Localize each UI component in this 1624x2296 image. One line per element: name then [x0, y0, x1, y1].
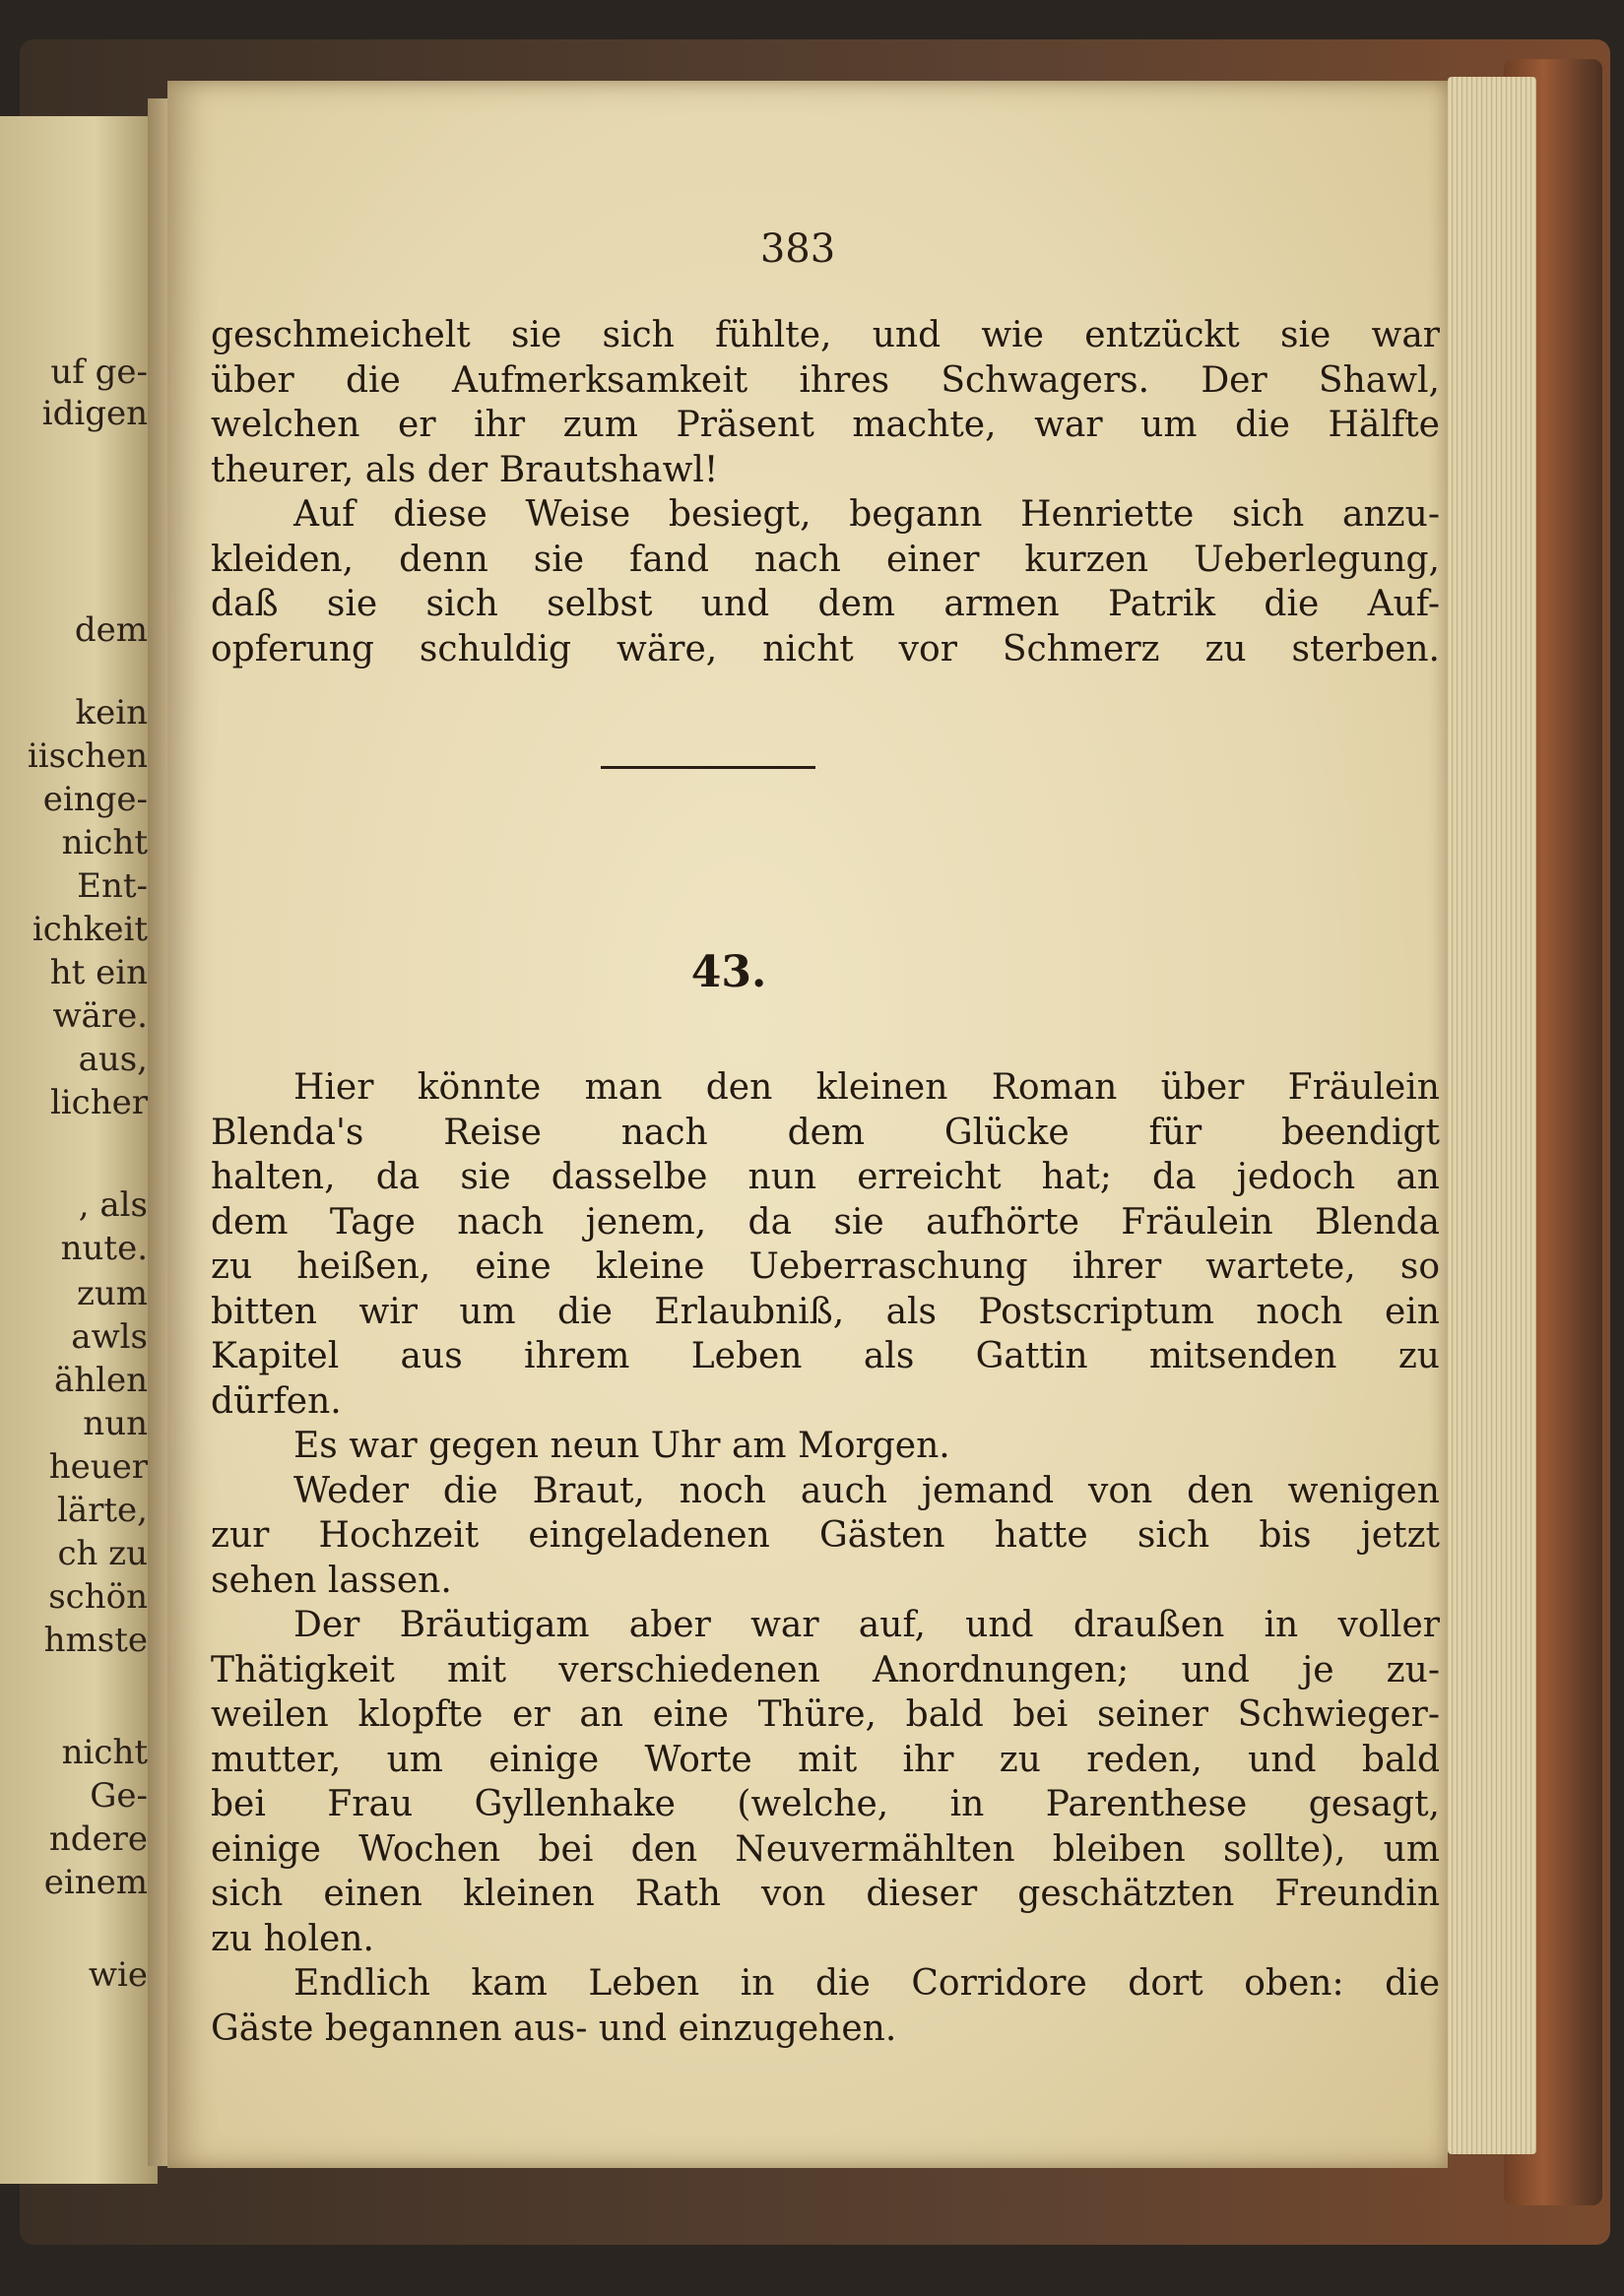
left-page-fragment: heuer: [48, 1447, 148, 1487]
left-page-fragment: wie: [88, 1955, 148, 1995]
left-page-fragment: einge-: [42, 780, 148, 819]
text-line: zu heißen, eine kleine Ueberraschung ihrer wartete, so: [211, 1246, 1440, 1287]
left-page-fragment: Ge-: [90, 1776, 148, 1816]
text-block-chapter: [211, 1065, 1440, 2051]
text-line: zur Hochzeit eingeladenen Gästen hatte sich bis jetzt: [211, 1515, 1440, 1556]
left-page-fragment: nun: [83, 1404, 148, 1443]
left-page-fragment: lärte,: [57, 1491, 148, 1530]
left-page-fragment: kein: [75, 693, 148, 733]
left-page-fragment: hmste: [43, 1621, 148, 1660]
text-line: Hier könnte man den kleinen Roman über Fräulein: [293, 1067, 1440, 1108]
text-line: dem Tage nach jenem, da sie aufhörte Fräulein Blenda: [211, 1201, 1440, 1243]
text-line: dürfen.: [211, 1380, 342, 1422]
text-line: Blenda's Reise nach dem Glücke für beendigt: [211, 1112, 1440, 1153]
text-line: halten, da sie dasselbe nun erreicht hat; da jedoch an: [211, 1157, 1440, 1197]
left-page-fragment: wäre.: [52, 996, 148, 1036]
left-page-fragment: nicht: [61, 1733, 148, 1772]
left-page-fragment: ndere: [48, 1819, 148, 1859]
text-line: Es war gegen neun Uhr am Morgen.: [293, 1426, 950, 1466]
left-page-fragment: zum: [76, 1274, 148, 1313]
left-page-fragment: uf ge-: [50, 352, 148, 392]
left-page-fragment: licher: [49, 1083, 148, 1122]
text-block-top: [211, 313, 1440, 671]
left-page-fragment: ch zu: [57, 1534, 148, 1573]
page-edges: [1448, 77, 1536, 2154]
left-page-fragment: idigen: [41, 394, 148, 433]
text-line: theurer, als der Brautshawl!: [211, 449, 719, 490]
text-line: zu holen.: [211, 1918, 374, 1959]
left-page-fragment: einem: [43, 1863, 148, 1902]
page-number: 383: [759, 226, 836, 272]
text-line: Kapitel aus ihrem Leben als Gattin mitsenden zu: [211, 1336, 1440, 1376]
left-page-fragment: , als: [78, 1185, 148, 1225]
text-line: weilen klopfte er an eine Thüre, bald bei seiner Schwieger-: [211, 1694, 1440, 1735]
text-line: mutter, um einige Worte mit ihr zu reden, und bald: [211, 1739, 1440, 1780]
text-line: bitten wir um die Erlaubniß, als Postscriptum noch ein: [211, 1291, 1440, 1332]
left-page-fragment: schön: [48, 1577, 148, 1617]
left-page-fragment: ht ein: [49, 953, 148, 992]
left-page-fragment: ählen: [53, 1361, 148, 1400]
text-line: daß sie sich selbst und dem armen Patrik die Auf-: [211, 584, 1440, 624]
left-page-fragment: nicht: [61, 823, 148, 862]
text-line: Der Bräutigam aber war auf, und draußen in voller: [293, 1605, 1440, 1645]
text-line: Endlich kam Leben in die Corridore dort oben: die: [293, 1963, 1440, 2004]
text-line: über die Aufmerksamkeit ihres Schwagers. Der Shawl,: [211, 359, 1440, 401]
left-page-fragment: awls: [71, 1317, 148, 1357]
left-page-fragment: ichkeit: [32, 910, 148, 949]
right-page: [167, 81, 1448, 2168]
text-line: geschmeichelt sie sich fühlte, und wie entzückt sie war: [211, 315, 1440, 355]
text-line: Thätigkeit mit verschiedenen Anordnungen; und je zu-: [211, 1649, 1440, 1690]
text-line: Auf diese Weise besiegt, begann Henriette sich anzu-: [293, 494, 1440, 535]
text-line: opferung schuldig wäre, nicht vor Schmerz zu sterben.: [211, 628, 1440, 670]
text-line: kleiden, denn sie fand nach einer kurzen Ueberlegung,: [211, 539, 1440, 580]
text-line: welchen er ihr zum Präsent machte, war um die Hälfte: [211, 405, 1440, 445]
text-line: Gäste begannen aus- und einzugehen.: [211, 2008, 897, 2049]
text-line: einige Wochen bei den Neuvermählten bleiben sollte), um: [211, 1828, 1440, 1870]
left-page-fragment: nute.: [60, 1229, 148, 1268]
left-page: [0, 116, 158, 2184]
text-line: bei Frau Gyllenhake (welche, in Parenthese gesagt,: [211, 1784, 1440, 1824]
text-line: Weder die Braut, noch auch jemand von den wenigen: [293, 1470, 1440, 1511]
text-line: sich einen kleinen Rath von dieser geschätzten Freundin: [211, 1874, 1440, 1914]
section-divider: [601, 766, 815, 769]
left-page-fragment: aus,: [78, 1040, 148, 1079]
left-page-fragment: dem: [74, 610, 148, 650]
left-page-fragment: Ent-: [77, 866, 148, 906]
left-page-fragment: iischen: [27, 736, 148, 776]
chapter-number: 43.: [690, 947, 767, 997]
text-line: sehen lassen.: [211, 1560, 452, 1601]
